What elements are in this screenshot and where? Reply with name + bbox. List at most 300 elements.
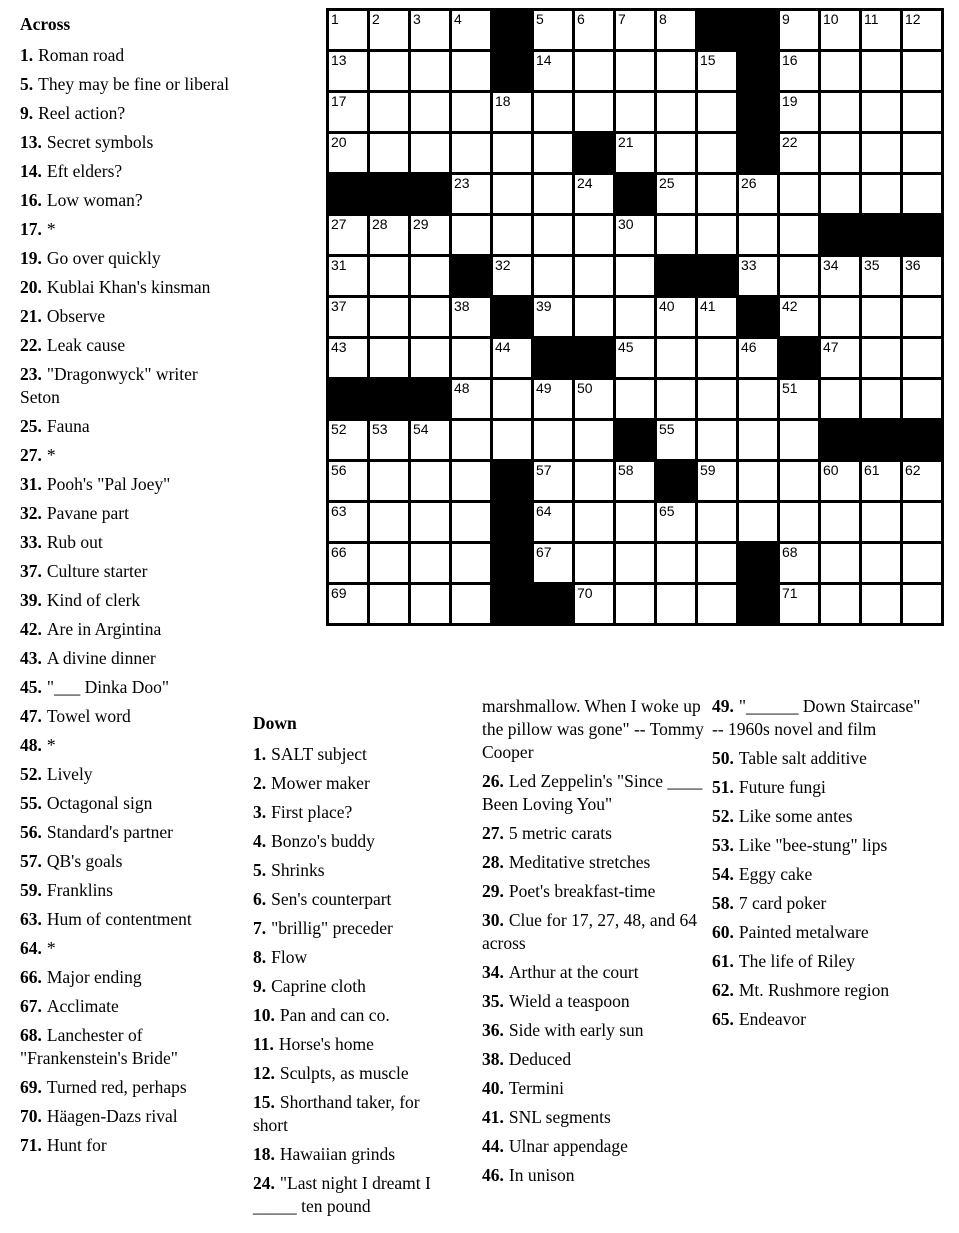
across-clue — [20, 44, 230, 67]
white-cell[interactable] — [411, 585, 449, 623]
white-cell[interactable] — [616, 257, 654, 295]
white-cell[interactable] — [370, 216, 408, 254]
white-cell[interactable] — [657, 134, 695, 172]
white-cell[interactable] — [534, 216, 572, 254]
white-cell[interactable] — [821, 462, 859, 500]
clue-text: Rub out — [46, 532, 103, 552]
clue-text: * — [46, 735, 56, 755]
clue-text: 5 metric carats — [508, 823, 612, 843]
white-cell[interactable] — [698, 380, 736, 418]
across-clue — [20, 937, 230, 960]
white-cell[interactable] — [862, 544, 900, 582]
white-cell[interactable] — [862, 339, 900, 377]
white-cell[interactable] — [780, 93, 818, 131]
clue-number: 16. — [20, 190, 42, 210]
down-clue-list-1 — [253, 743, 454, 1218]
white-cell[interactable] — [698, 585, 736, 623]
white-cell[interactable] — [575, 93, 613, 131]
white-cell[interactable] — [821, 93, 859, 131]
white-cell[interactable] — [903, 11, 941, 49]
clue-number: 5. — [20, 74, 34, 94]
white-cell[interactable] — [575, 380, 613, 418]
white-cell[interactable] — [616, 134, 654, 172]
white-cell[interactable] — [698, 216, 736, 254]
white-cell[interactable] — [903, 380, 941, 418]
white-cell[interactable] — [739, 175, 777, 213]
clue-text: In unison — [508, 1165, 575, 1185]
white-cell[interactable] — [903, 257, 941, 295]
clue-text: Leak cause — [46, 335, 126, 355]
clue-text: Painted metalware — [738, 922, 869, 942]
white-cell[interactable] — [452, 421, 490, 459]
white-cell[interactable] — [534, 175, 572, 213]
cell-number: 1 — [331, 11, 339, 27]
clue-number: 7. — [253, 918, 267, 938]
cell-number: 48 — [454, 380, 470, 396]
white-cell[interactable] — [862, 257, 900, 295]
white-cell[interactable] — [534, 503, 572, 541]
cell-number: 7 — [618, 11, 626, 27]
white-cell[interactable] — [370, 503, 408, 541]
clue-number: 12. — [253, 1063, 275, 1083]
white-cell[interactable] — [452, 503, 490, 541]
black-cell — [575, 339, 613, 377]
clue-number: 55. — [20, 793, 42, 813]
black-cell — [862, 421, 900, 459]
black-cell — [493, 298, 531, 336]
white-cell[interactable] — [821, 380, 859, 418]
white-cell[interactable] — [698, 339, 736, 377]
clue-text: Acclimate — [46, 996, 119, 1016]
clue-text: Häagen-Dazs rival — [46, 1106, 178, 1126]
white-cell[interactable] — [370, 298, 408, 336]
white-cell[interactable] — [370, 421, 408, 459]
across-clue — [20, 363, 230, 409]
clue-number: 36. — [482, 1020, 504, 1040]
white-cell[interactable] — [821, 175, 859, 213]
white-cell[interactable] — [780, 11, 818, 49]
white-cell[interactable] — [370, 585, 408, 623]
white-cell[interactable] — [493, 175, 531, 213]
cell-number: 52 — [331, 421, 347, 437]
white-cell[interactable] — [329, 298, 367, 336]
white-cell[interactable] — [452, 544, 490, 582]
clue-text: "______ Down Staircase" -- 1960s novel and film — [712, 696, 921, 739]
white-cell[interactable] — [780, 298, 818, 336]
clue-text: Low woman? — [46, 190, 143, 210]
white-cell[interactable] — [329, 585, 367, 623]
white-cell[interactable] — [657, 52, 695, 90]
white-cell[interactable] — [411, 216, 449, 254]
cell-number: 24 — [577, 175, 593, 191]
white-cell[interactable] — [411, 52, 449, 90]
white-cell[interactable] — [411, 134, 449, 172]
white-cell[interactable] — [862, 503, 900, 541]
cell-number: 56 — [331, 462, 347, 478]
clue-text: Shrinks — [271, 860, 325, 880]
clue-number: 61. — [712, 951, 734, 971]
white-cell[interactable] — [821, 298, 859, 336]
white-cell[interactable] — [534, 93, 572, 131]
black-cell — [739, 11, 777, 49]
white-cell[interactable] — [452, 298, 490, 336]
clue-number: 34. — [482, 962, 504, 982]
white-cell[interactable] — [821, 52, 859, 90]
cell-number: 6 — [577, 11, 585, 27]
white-cell[interactable] — [616, 298, 654, 336]
white-cell[interactable] — [575, 52, 613, 90]
white-cell[interactable] — [903, 544, 941, 582]
white-cell[interactable] — [780, 175, 818, 213]
white-cell[interactable] — [616, 339, 654, 377]
down-clue — [253, 830, 454, 853]
clue-number: 4. — [253, 831, 267, 851]
across-clue — [20, 821, 230, 844]
white-cell[interactable] — [903, 175, 941, 213]
white-cell[interactable] — [698, 52, 736, 90]
white-cell[interactable] — [862, 462, 900, 500]
white-cell[interactable] — [862, 11, 900, 49]
white-cell[interactable] — [411, 503, 449, 541]
white-cell[interactable] — [657, 585, 695, 623]
cell-number: 50 — [577, 380, 593, 396]
cell-number: 16 — [782, 52, 798, 68]
white-cell[interactable] — [657, 11, 695, 49]
white-cell[interactable] — [534, 298, 572, 336]
white-cell[interactable] — [411, 421, 449, 459]
white-cell[interactable] — [575, 585, 613, 623]
cell-number: 62 — [905, 462, 921, 478]
white-cell[interactable] — [780, 134, 818, 172]
clue-number: 41. — [482, 1107, 504, 1127]
white-cell[interactable] — [698, 421, 736, 459]
white-cell[interactable] — [862, 93, 900, 131]
white-cell[interactable] — [452, 339, 490, 377]
white-cell[interactable] — [452, 462, 490, 500]
white-cell[interactable] — [534, 257, 572, 295]
white-cell[interactable] — [411, 462, 449, 500]
white-cell[interactable] — [821, 339, 859, 377]
white-cell[interactable] — [821, 544, 859, 582]
white-cell[interactable] — [739, 421, 777, 459]
white-cell[interactable] — [575, 503, 613, 541]
white-cell[interactable] — [452, 175, 490, 213]
white-cell[interactable] — [698, 93, 736, 131]
white-cell[interactable] — [616, 462, 654, 500]
white-cell[interactable] — [575, 175, 613, 213]
cell-number: 21 — [618, 134, 634, 150]
white-cell[interactable] — [452, 216, 490, 254]
white-cell[interactable] — [780, 585, 818, 623]
white-cell[interactable] — [903, 52, 941, 90]
across-clue — [20, 966, 230, 989]
across-clue — [20, 218, 230, 241]
cell-number: 23 — [454, 175, 470, 191]
white-cell[interactable] — [780, 421, 818, 459]
white-cell[interactable] — [698, 298, 736, 336]
white-cell[interactable] — [534, 462, 572, 500]
white-cell[interactable] — [657, 339, 695, 377]
white-cell[interactable] — [575, 544, 613, 582]
clue-text: Side with early sun — [508, 1020, 644, 1040]
white-cell[interactable] — [657, 175, 695, 213]
across-clue — [20, 334, 230, 357]
white-cell[interactable] — [493, 380, 531, 418]
black-cell — [493, 544, 531, 582]
clue-text: 7 card poker — [738, 893, 827, 913]
white-cell[interactable] — [493, 339, 531, 377]
white-cell[interactable] — [329, 52, 367, 90]
white-cell[interactable] — [616, 52, 654, 90]
cell-number: 36 — [905, 257, 921, 273]
black-cell — [657, 462, 695, 500]
white-cell[interactable] — [329, 11, 367, 49]
white-cell[interactable] — [821, 257, 859, 295]
white-cell[interactable] — [862, 298, 900, 336]
clue-text: Roman road — [38, 45, 125, 65]
across-clue — [20, 502, 230, 525]
white-cell[interactable] — [370, 93, 408, 131]
white-cell[interactable] — [329, 134, 367, 172]
white-cell[interactable] — [370, 11, 408, 49]
white-cell[interactable] — [739, 257, 777, 295]
white-cell[interactable] — [452, 380, 490, 418]
white-cell[interactable] — [616, 503, 654, 541]
clue-number: 1. — [253, 744, 267, 764]
clue-number: 5. — [253, 860, 267, 880]
white-cell[interactable] — [370, 134, 408, 172]
white-cell[interactable] — [370, 462, 408, 500]
black-cell — [411, 175, 449, 213]
white-cell[interactable] — [452, 585, 490, 623]
cell-number: 54 — [413, 421, 429, 437]
cell-number: 35 — [864, 257, 880, 273]
white-cell[interactable] — [493, 93, 531, 131]
clue-number: 8. — [253, 947, 267, 967]
white-cell[interactable] — [534, 134, 572, 172]
white-cell[interactable] — [780, 503, 818, 541]
white-cell[interactable] — [821, 11, 859, 49]
white-cell[interactable] — [862, 380, 900, 418]
white-cell[interactable] — [534, 52, 572, 90]
white-cell[interactable] — [452, 134, 490, 172]
clue-number: 44. — [482, 1136, 504, 1156]
clue-number: 52. — [712, 806, 734, 826]
cell-number: 38 — [454, 298, 470, 314]
clue-number: 18. — [253, 1144, 275, 1164]
white-cell[interactable] — [657, 298, 695, 336]
clue-text: Lively — [46, 764, 93, 784]
across-clue — [20, 131, 230, 154]
black-cell — [616, 175, 654, 213]
white-cell[interactable] — [493, 134, 531, 172]
clue-text: Standard's partner — [46, 822, 173, 842]
white-cell[interactable] — [329, 462, 367, 500]
clue-number: 71. — [20, 1135, 42, 1155]
white-cell[interactable] — [534, 380, 572, 418]
white-cell[interactable] — [821, 134, 859, 172]
white-cell[interactable] — [903, 462, 941, 500]
white-cell[interactable] — [329, 257, 367, 295]
clue-text: Hunt for — [46, 1135, 107, 1155]
white-cell[interactable] — [329, 421, 367, 459]
white-cell[interactable] — [698, 503, 736, 541]
across-clue — [20, 1024, 230, 1070]
white-cell[interactable] — [780, 257, 818, 295]
white-cell[interactable] — [493, 216, 531, 254]
white-cell[interactable] — [411, 298, 449, 336]
clue-text: Pan and can co. — [279, 1005, 390, 1025]
white-cell[interactable] — [862, 52, 900, 90]
white-cell[interactable] — [657, 503, 695, 541]
white-cell[interactable] — [862, 585, 900, 623]
white-cell[interactable] — [780, 544, 818, 582]
down-clues-column-2 — [482, 695, 714, 1193]
white-cell[interactable] — [698, 544, 736, 582]
white-cell[interactable] — [698, 462, 736, 500]
white-cell[interactable] — [452, 11, 490, 49]
white-cell[interactable] — [739, 503, 777, 541]
white-cell[interactable] — [329, 216, 367, 254]
cell-number: 65 — [659, 503, 675, 519]
clue-text: Wield a teaspoon — [508, 991, 630, 1011]
white-cell[interactable] — [370, 52, 408, 90]
clue-number: 42. — [20, 619, 42, 639]
white-cell[interactable] — [493, 421, 531, 459]
clue-text: Octagonal sign — [46, 793, 153, 813]
cell-number: 47 — [823, 339, 839, 355]
white-cell[interactable] — [370, 257, 408, 295]
across-clue — [20, 73, 230, 96]
white-cell[interactable] — [616, 380, 654, 418]
white-cell[interactable] — [616, 544, 654, 582]
across-clue — [20, 734, 230, 757]
across-clue — [20, 415, 230, 438]
down-clue — [482, 1019, 714, 1042]
down-clue — [712, 834, 924, 857]
down-clue — [482, 880, 714, 903]
down-clue — [253, 801, 454, 824]
down-clue — [712, 747, 924, 770]
clue-number: 27. — [482, 823, 504, 843]
white-cell[interactable] — [575, 257, 613, 295]
white-cell[interactable] — [616, 93, 654, 131]
clue-number: 24. — [253, 1173, 275, 1193]
white-cell[interactable] — [534, 544, 572, 582]
clue-text: Caprine cloth — [271, 976, 366, 996]
white-cell[interactable] — [739, 380, 777, 418]
white-cell[interactable] — [493, 257, 531, 295]
down-clue — [253, 917, 454, 940]
white-cell[interactable] — [370, 339, 408, 377]
white-cell[interactable] — [534, 11, 572, 49]
white-cell[interactable] — [329, 93, 367, 131]
black-cell — [493, 11, 531, 49]
white-cell[interactable] — [534, 421, 572, 459]
white-cell[interactable] — [575, 298, 613, 336]
across-clue — [20, 444, 230, 467]
white-cell[interactable] — [903, 339, 941, 377]
white-cell[interactable] — [698, 134, 736, 172]
white-cell[interactable] — [780, 52, 818, 90]
across-clue — [20, 995, 230, 1018]
white-cell[interactable] — [411, 93, 449, 131]
white-cell[interactable] — [657, 380, 695, 418]
black-cell — [739, 298, 777, 336]
clue-text: Are in Argintina — [46, 619, 162, 639]
white-cell[interactable] — [575, 11, 613, 49]
white-cell[interactable] — [780, 216, 818, 254]
down-clue — [253, 1172, 454, 1218]
cell-number: 33 — [741, 257, 757, 273]
white-cell[interactable] — [903, 93, 941, 131]
white-cell[interactable] — [821, 585, 859, 623]
white-cell[interactable] — [862, 134, 900, 172]
white-cell[interactable] — [739, 216, 777, 254]
white-cell[interactable] — [616, 585, 654, 623]
clue-number: 54. — [712, 864, 734, 884]
black-cell — [657, 257, 695, 295]
white-cell[interactable] — [329, 544, 367, 582]
white-cell[interactable] — [780, 380, 818, 418]
white-cell[interactable] — [452, 93, 490, 131]
white-cell[interactable] — [739, 462, 777, 500]
white-cell[interactable] — [616, 11, 654, 49]
clue-number: 62. — [712, 980, 734, 1000]
white-cell[interactable] — [657, 216, 695, 254]
white-cell[interactable] — [411, 257, 449, 295]
white-cell[interactable] — [903, 585, 941, 623]
white-cell[interactable] — [903, 134, 941, 172]
white-cell[interactable] — [616, 216, 654, 254]
cell-number: 12 — [905, 11, 921, 27]
clue-number: 23. — [20, 364, 42, 384]
white-cell[interactable] — [575, 462, 613, 500]
clue-text: Led Zeppelin's "Since ____ Been Loving You" — [482, 771, 703, 814]
white-cell[interactable] — [657, 93, 695, 131]
white-cell[interactable] — [575, 216, 613, 254]
white-cell[interactable] — [862, 175, 900, 213]
white-cell[interactable] — [821, 503, 859, 541]
white-cell[interactable] — [452, 52, 490, 90]
cell-number: 34 — [823, 257, 839, 273]
white-cell[interactable] — [329, 503, 367, 541]
down-clue — [253, 946, 454, 969]
clue-text: Endeavor — [738, 1009, 806, 1029]
white-cell[interactable] — [657, 421, 695, 459]
down-clues-column-1 — [253, 712, 454, 1224]
clue-number: 26. — [482, 771, 504, 791]
white-cell[interactable] — [411, 544, 449, 582]
cell-number: 37 — [331, 298, 347, 314]
white-cell[interactable] — [739, 339, 777, 377]
white-cell[interactable] — [903, 503, 941, 541]
white-cell[interactable] — [903, 298, 941, 336]
white-cell[interactable] — [780, 462, 818, 500]
white-cell[interactable] — [411, 11, 449, 49]
white-cell[interactable] — [698, 175, 736, 213]
white-cell[interactable] — [411, 339, 449, 377]
clue-text: Horse's home — [278, 1034, 374, 1054]
cell-number: 13 — [331, 52, 347, 68]
white-cell[interactable] — [370, 544, 408, 582]
white-cell[interactable] — [657, 544, 695, 582]
black-cell — [616, 421, 654, 459]
clue-number: 45. — [20, 677, 42, 697]
white-cell[interactable] — [329, 339, 367, 377]
white-cell[interactable] — [575, 421, 613, 459]
cell-number: 68 — [782, 544, 798, 560]
